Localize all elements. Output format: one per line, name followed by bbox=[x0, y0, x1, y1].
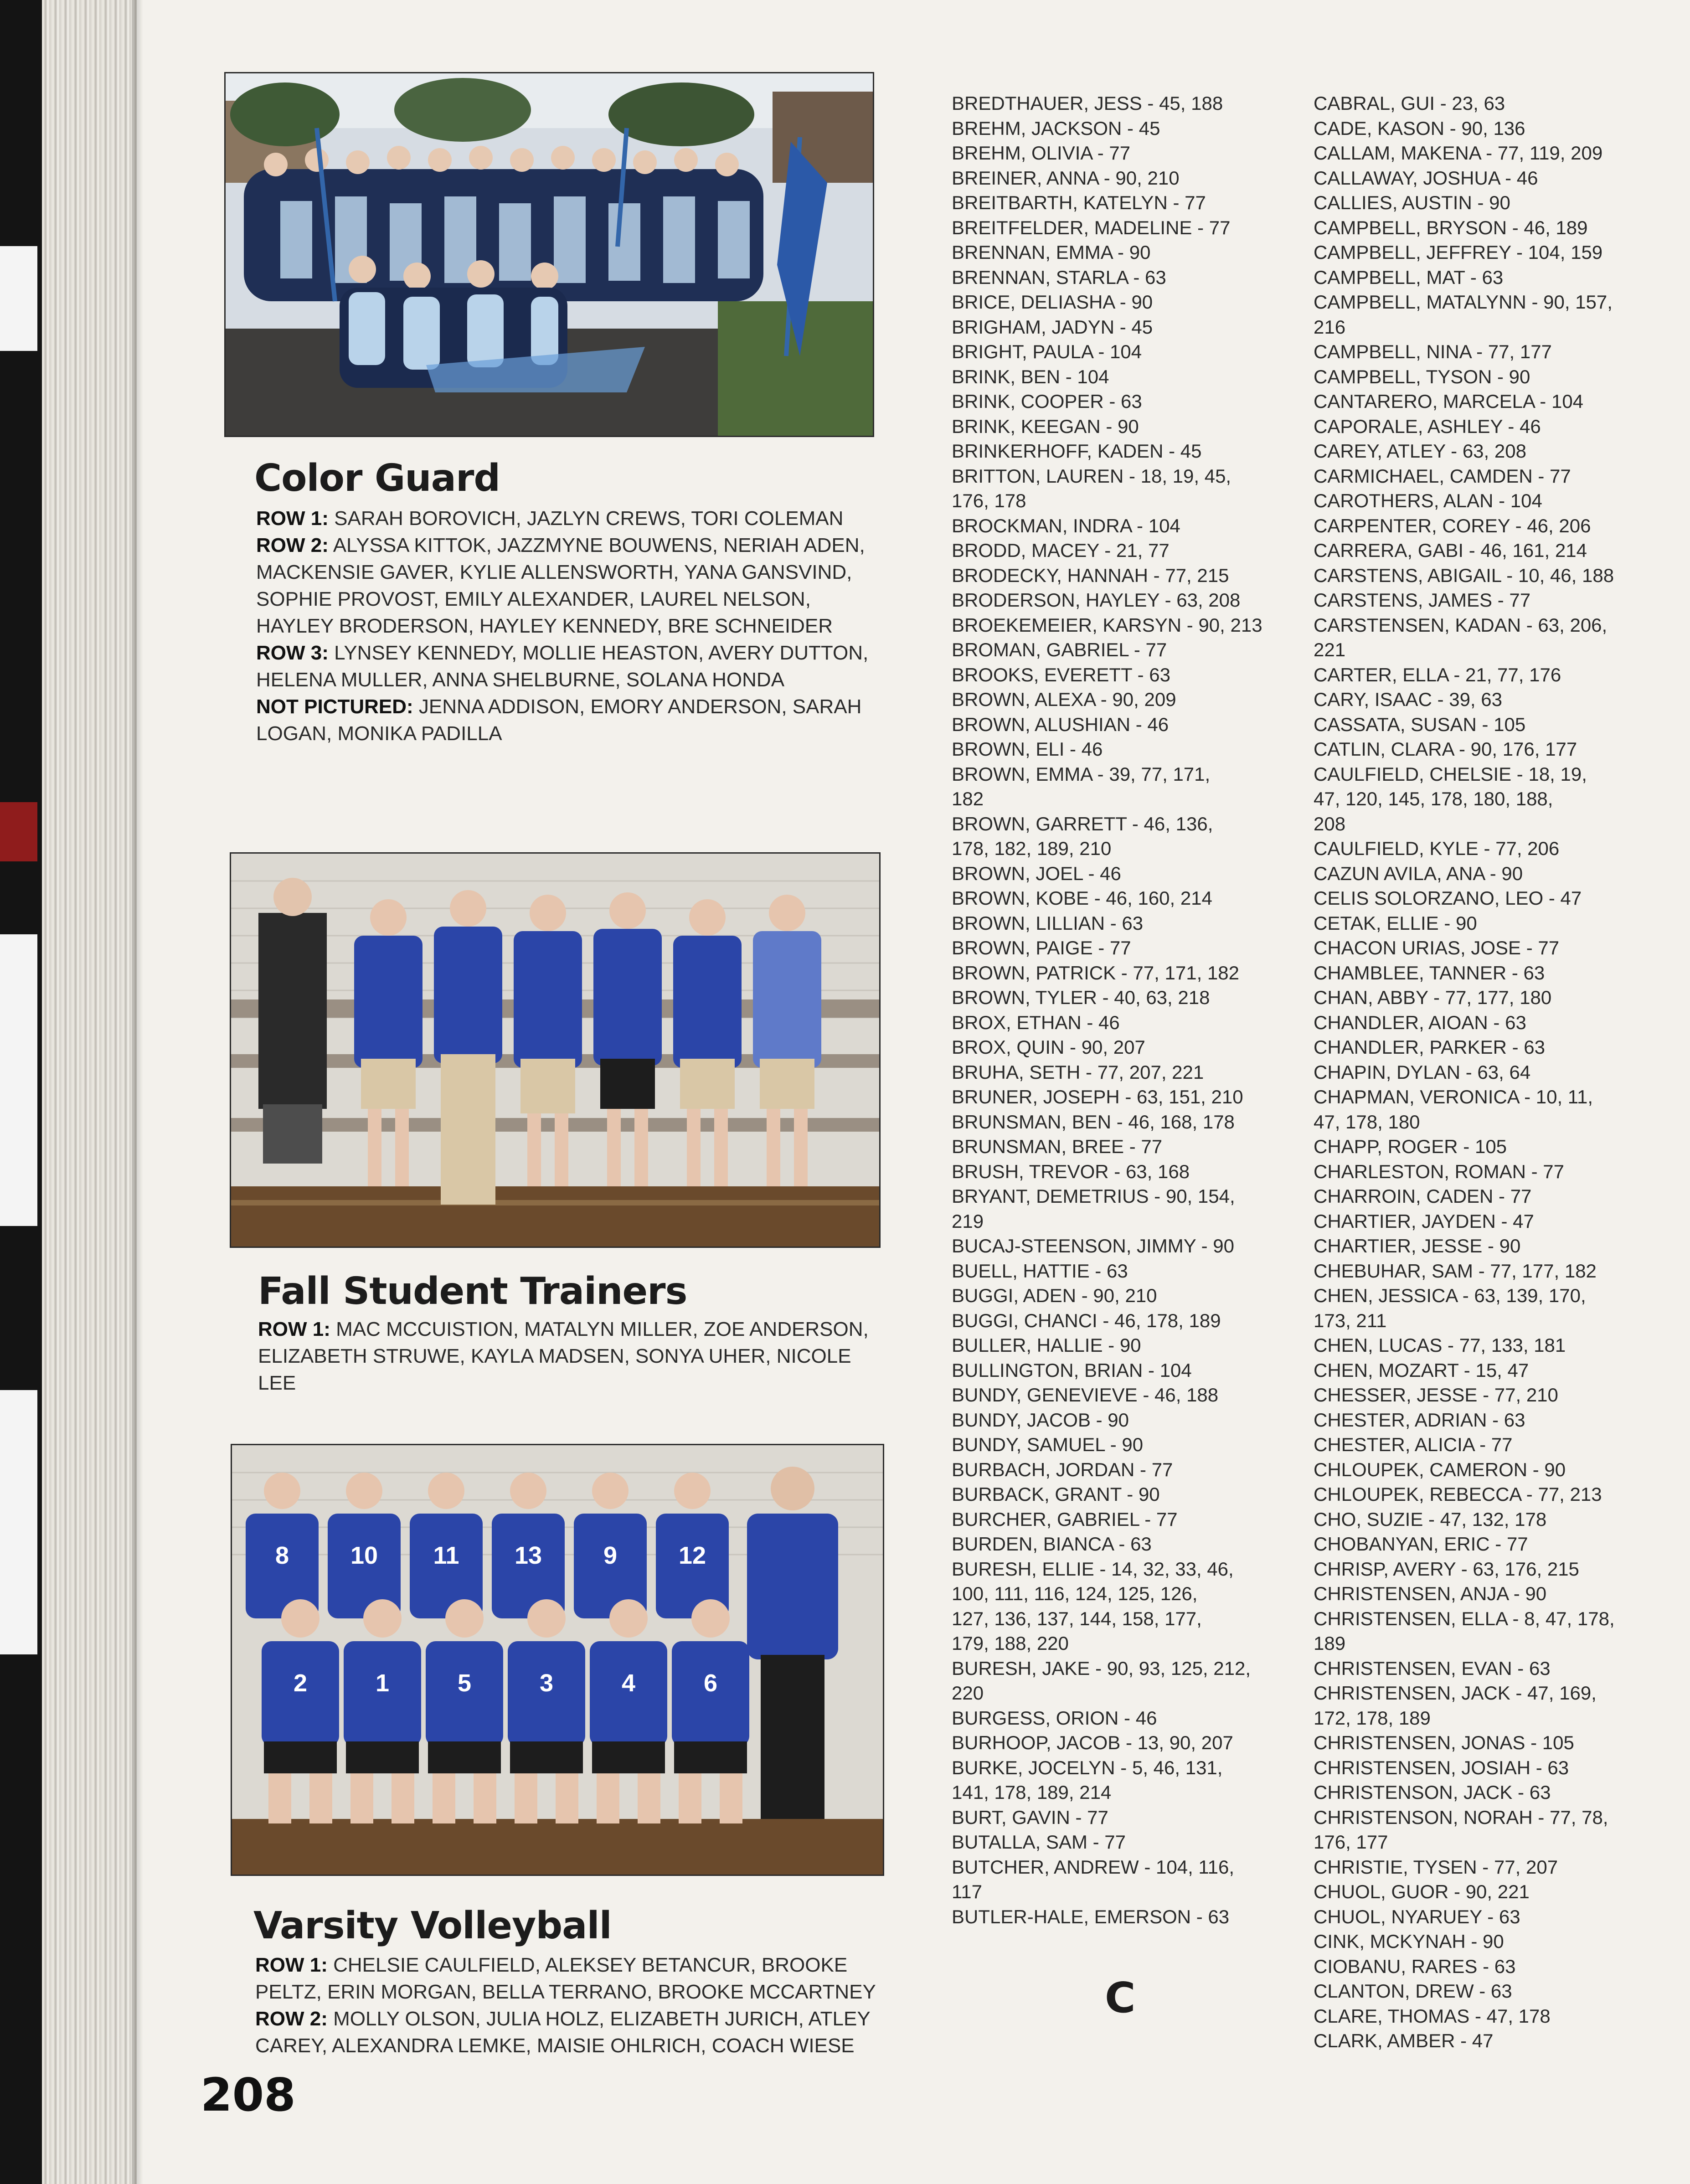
jersey-number: 8 bbox=[275, 1542, 289, 1569]
spine-mark bbox=[0, 246, 37, 351]
index-entry: BURCHER, GABRIEL - 77 bbox=[952, 1508, 1178, 1530]
jersey-number: 6 bbox=[703, 1669, 718, 1697]
index-entry: BRINKERHOFF, KADEN - 45 bbox=[952, 440, 1202, 462]
index-entry: BUGGI, CHANCI - 46, 178, 189 bbox=[952, 1309, 1221, 1331]
index-entry: 47, 178, 180 bbox=[1314, 1111, 1420, 1133]
index-entry: BUTCHER, ANDREW - 104, 116, bbox=[952, 1856, 1235, 1878]
index-entry: CARMICHAEL, CAMDEN - 77 bbox=[1314, 465, 1571, 487]
index-entry: BURHOOP, JACOB - 13, 90, 207 bbox=[952, 1732, 1233, 1753]
row-label: ROW 1: bbox=[256, 507, 329, 530]
volleyball-photo-illustration bbox=[232, 1445, 883, 1875]
index-entry: BUNDY, JACOB - 90 bbox=[952, 1409, 1129, 1431]
index-entry: 172, 178, 189 bbox=[1314, 1707, 1431, 1729]
section-title: Color Guard bbox=[254, 457, 500, 500]
section-caption bbox=[255, 1952, 880, 2059]
row-names: ALYSSA KITTOK, JAZZMYNE BOUWENS, NERIAH ADEN, MACKENSIE GAVER, KYLIE ALLENSWORTH, YANA GANSVIND, SOPHIE PROVOST, EMILY ALEXANDER, LAUREL NELSON, HAYLEY BRODERSON, HAYLEY KENNEDY, BRE SCHNEIDER bbox=[256, 534, 865, 637]
index-entry: CHESSER, JESSE - 77, 210 bbox=[1314, 1384, 1558, 1406]
gutter-shadow bbox=[132, 0, 143, 2184]
index-entry: CHRISTENSEN, EVAN - 63 bbox=[1314, 1657, 1551, 1679]
spine-mark bbox=[0, 802, 37, 861]
index-entry: BUNDY, GENEVIEVE - 46, 188 bbox=[952, 1384, 1219, 1406]
trainers-photo-illustration bbox=[231, 854, 879, 1247]
index-entry: BUNDY, SAMUEL - 90 bbox=[952, 1434, 1144, 1455]
index-entry: 208 bbox=[1314, 813, 1346, 834]
index-entry: CHESTER, ADRIAN - 63 bbox=[1314, 1409, 1525, 1431]
index-entry: CHANDLER, AIOAN - 63 bbox=[1314, 1011, 1526, 1033]
index-entry: CETAK, ELLIE - 90 bbox=[1314, 912, 1477, 934]
index-entry: CHAPP, ROGER - 105 bbox=[1314, 1136, 1507, 1157]
index-entry: BROCKMAN, INDRA - 104 bbox=[952, 515, 1180, 536]
jersey-number: 10 bbox=[350, 1542, 378, 1569]
index-entry: 220 bbox=[952, 1682, 984, 1704]
index-entry: BRIGHT, PAULA - 104 bbox=[952, 341, 1142, 362]
index-entry: 179, 188, 220 bbox=[952, 1633, 1069, 1654]
index-entry: CHRISTENSEN, ELLA - 8, 47, 178, bbox=[1314, 1607, 1615, 1629]
row-names: MAC MCCUISTION, MATALYN MILLER, ZOE ANDERSON, ELIZABETH STRUWE, KAYLA MADSEN, SONYA UHER, NICOLE LEE bbox=[258, 1318, 869, 1394]
index-entry: CADE, KASON - 90, 136 bbox=[1314, 117, 1525, 139]
page-number: 208 bbox=[201, 2068, 296, 2122]
color-guard-photo bbox=[224, 72, 874, 437]
index-entry: BREINER, ANNA - 90, 210 bbox=[952, 167, 1180, 189]
index-entry: BROX, QUIN - 90, 207 bbox=[952, 1036, 1145, 1058]
index-entry: CARRERA, GABI - 46, 161, 214 bbox=[1314, 540, 1587, 561]
index-entry: 178, 182, 189, 210 bbox=[952, 838, 1112, 859]
index-entry: CHEN, MOZART - 15, 47 bbox=[1314, 1359, 1529, 1381]
index-entry: CHAN, ABBY - 77, 177, 180 bbox=[1314, 987, 1552, 1008]
index-entry: BULLER, HALLIE - 90 bbox=[952, 1334, 1141, 1356]
index-entry: CLARK, AMBER - 47 bbox=[1314, 2030, 1494, 2051]
index-entry: CHARLESTON, ROMAN - 77 bbox=[1314, 1160, 1564, 1182]
index-entry: CAMPBELL, JEFFREY - 104, 159 bbox=[1314, 242, 1603, 263]
index-entry: CAULFIELD, KYLE - 77, 206 bbox=[1314, 838, 1560, 859]
index-entry: BROWN, GARRETT - 46, 136, bbox=[952, 813, 1213, 834]
fall-student-trainers-photo bbox=[230, 852, 881, 1248]
index-entry: BRYANT, DEMETRIUS - 90, 154, bbox=[952, 1185, 1235, 1207]
index-entry: CALLIES, AUSTIN - 90 bbox=[1314, 192, 1510, 213]
index-entry: BURBACH, JORDAN - 77 bbox=[952, 1458, 1173, 1480]
row-label: ROW 1: bbox=[255, 1954, 328, 1976]
index-entry: BRENNAN, STARLA - 63 bbox=[952, 266, 1166, 288]
index-entry: CHUOL, NYARUEY - 63 bbox=[1314, 1906, 1520, 1927]
index-entry: CABRAL, GUI - 23, 63 bbox=[1314, 93, 1505, 114]
index-entry: BROWN, TYLER - 40, 63, 218 bbox=[952, 987, 1210, 1008]
index-entry: 216 bbox=[1314, 316, 1346, 338]
row-names: CHELSIE CAULFIELD, ALEKSEY BETANCUR, BROOKE PELTZ, ERIN MORGAN, BELLA TERRANO, BROOKE MCCARTNEY bbox=[255, 1954, 876, 2003]
index-entry: CHUOL, GUOR - 90, 221 bbox=[1314, 1881, 1530, 1902]
name-index-column-right bbox=[1314, 91, 1651, 2054]
index-entry: BUCAJ-STEENSON, JIMMY - 90 bbox=[952, 1235, 1234, 1257]
index-entry: CIOBANU, RARES - 63 bbox=[1314, 1955, 1516, 1977]
caption-row bbox=[256, 505, 876, 532]
caption-row bbox=[256, 532, 876, 639]
jersey-number: 4 bbox=[621, 1669, 636, 1697]
index-entry: 221 bbox=[1314, 639, 1346, 660]
index-entry: BROEKEMEIER, KARSYN - 90, 213 bbox=[952, 614, 1262, 636]
index-entry: BRITTON, LAUREN - 18, 19, 45, bbox=[952, 465, 1231, 487]
index-entry: BURESH, ELLIE - 14, 32, 33, 46, bbox=[952, 1558, 1234, 1580]
row-names: MOLLY OLSON, JULIA HOLZ, ELIZABETH JURICH, ATLEY CAREY, ALEXANDRA LEMKE, MAISIE OHLRICH, COACH WIESE bbox=[255, 2008, 870, 2057]
index-entry: CELIS SOLORZANO, LEO - 47 bbox=[1314, 887, 1582, 909]
index-entry: CAROTHERS, ALAN - 104 bbox=[1314, 490, 1542, 511]
index-entry: BROWN, PATRICK - 77, 171, 182 bbox=[952, 962, 1239, 984]
index-entry: BROWN, KOBE - 46, 160, 214 bbox=[952, 887, 1212, 909]
index-entry: CANTARERO, MARCELA - 104 bbox=[1314, 391, 1584, 412]
index-entry: CHRISP, AVERY - 63, 176, 215 bbox=[1314, 1558, 1579, 1580]
jersey-number: 2 bbox=[293, 1669, 308, 1697]
index-entry: BROWN, JOEL - 46 bbox=[952, 862, 1121, 884]
row-label: ROW 2: bbox=[256, 534, 329, 556]
index-entry: 47, 120, 145, 178, 180, 188, bbox=[1314, 788, 1553, 809]
jersey-number: 12 bbox=[678, 1542, 706, 1569]
row-label: ROW 2: bbox=[255, 2008, 328, 2030]
index-entry: 100, 111, 116, 124, 125, 126, bbox=[952, 1583, 1198, 1604]
index-entry: BRUNSMAN, BEN - 46, 168, 178 bbox=[952, 1111, 1235, 1133]
index-entry: CARTER, ELLA - 21, 77, 176 bbox=[1314, 664, 1561, 685]
index-entry: BREITBARTH, KATELYN - 77 bbox=[952, 192, 1206, 213]
index-entry: 176, 178 bbox=[952, 490, 1026, 511]
index-entry: BURDEN, BIANCA - 63 bbox=[952, 1533, 1152, 1555]
index-entry: BUTALLA, SAM - 77 bbox=[952, 1831, 1126, 1853]
index-entry: CALLAM, MAKENA - 77, 119, 209 bbox=[1314, 142, 1603, 164]
index-entry: 117 bbox=[952, 1881, 982, 1902]
row-names: JENNA ADDISON, EMORY ANDERSON, SARAH LOGAN, MONIKA PADILLA bbox=[256, 695, 862, 745]
index-entry: CHAPIN, DYLAN - 63, 64 bbox=[1314, 1061, 1531, 1083]
caption-row bbox=[256, 639, 876, 693]
row-names: LYNSEY KENNEDY, MOLLIE HEASTON, AVERY DUTTON, HELENA MULLER, ANNA SHELBURNE, SOLANA HONDA bbox=[256, 642, 869, 691]
index-entry: CHAMBLEE, TANNER - 63 bbox=[1314, 962, 1545, 984]
index-entry: CINK, MCKYNAH - 90 bbox=[1314, 1931, 1504, 1952]
index-entry: BURESH, JAKE - 90, 93, 125, 212, bbox=[952, 1657, 1251, 1679]
book-spine bbox=[0, 0, 42, 2184]
index-entry: BRIGHAM, JADYN - 45 bbox=[952, 316, 1153, 338]
index-entry: CHEN, LUCAS - 77, 133, 181 bbox=[1314, 1334, 1566, 1356]
index-entry: BURT, GAVIN - 77 bbox=[952, 1806, 1108, 1828]
index-entry: CHANDLER, PARKER - 63 bbox=[1314, 1036, 1546, 1058]
name-index-column-left bbox=[952, 91, 1289, 1929]
index-entry: CAMPBELL, MATALYNN - 90, 157, bbox=[1314, 291, 1613, 313]
index-entry: CAMPBELL, NINA - 77, 177 bbox=[1314, 341, 1552, 362]
index-entry: BRUNER, JOSEPH - 63, 151, 210 bbox=[952, 1086, 1243, 1107]
index-entry: CHARROIN, CADEN - 77 bbox=[1314, 1185, 1532, 1207]
index-entry: CHARTIER, JESSE - 90 bbox=[1314, 1235, 1521, 1257]
index-entry: CHEN, JESSICA - 63, 139, 170, bbox=[1314, 1285, 1586, 1306]
index-entry: BRINK, COOPER - 63 bbox=[952, 391, 1142, 412]
jersey-number: 11 bbox=[433, 1542, 459, 1569]
index-entry: BURGESS, ORION - 46 bbox=[952, 1707, 1157, 1729]
caption-row bbox=[258, 1316, 869, 1396]
index-entry: BROWN, ALEXA - 90, 209 bbox=[952, 689, 1176, 710]
index-entry: 173, 211 bbox=[1314, 1309, 1387, 1331]
index-entry: BRUSH, TREVOR - 63, 168 bbox=[952, 1160, 1190, 1182]
index-entry: BULLINGTON, BRIAN - 104 bbox=[952, 1359, 1192, 1381]
index-entry: BUTLER-HALE, EMERSON - 63 bbox=[952, 1906, 1230, 1927]
index-entry: BRICE, DELIASHA - 90 bbox=[952, 291, 1153, 313]
index-entry: CALLAWAY, JOSHUA - 46 bbox=[1314, 167, 1538, 189]
index-entry: CHRISTENSEN, ANJA - 90 bbox=[1314, 1583, 1547, 1604]
index-entry: CLANTON, DREW - 63 bbox=[1314, 1980, 1512, 2002]
index-entry: BUGGI, ADEN - 90, 210 bbox=[952, 1285, 1157, 1306]
index-entry: CHLOUPEK, CAMERON - 90 bbox=[1314, 1458, 1566, 1480]
index-entry: CHRISTIE, TYSEN - 77, 207 bbox=[1314, 1856, 1558, 1878]
section-title: Fall Student Trainers bbox=[258, 1270, 687, 1313]
index-entry: CAREY, ATLEY - 63, 208 bbox=[1314, 440, 1526, 462]
index-entry: CHRISTENSEN, JACK - 47, 169, bbox=[1314, 1682, 1597, 1704]
jersey-number: 9 bbox=[603, 1542, 618, 1569]
index-entry: CARPENTER, COREY - 46, 206 bbox=[1314, 515, 1591, 536]
index-entry: CARSTENS, JAMES - 77 bbox=[1314, 589, 1531, 611]
spine-mark bbox=[0, 1390, 37, 1654]
index-entry: BRENNAN, EMMA - 90 bbox=[952, 242, 1151, 263]
index-entry: BREHM, JACKSON - 45 bbox=[952, 117, 1160, 139]
index-entry: 127, 136, 137, 144, 158, 177, bbox=[952, 1607, 1202, 1629]
index-entry: BRODD, MACEY - 21, 77 bbox=[952, 540, 1170, 561]
index-entry: 176, 177 bbox=[1314, 1831, 1388, 1853]
caption-row bbox=[255, 2005, 880, 2059]
caption-row bbox=[255, 1952, 880, 2005]
row-label: ROW 1: bbox=[258, 1318, 330, 1340]
row-label: ROW 3: bbox=[256, 642, 329, 664]
index-entry: CHEBUHAR, SAM - 77, 177, 182 bbox=[1314, 1260, 1597, 1282]
index-entry: CHRISTENSON, NORAH - 77, 78, bbox=[1314, 1806, 1608, 1828]
index-entry: BROX, ETHAN - 46 bbox=[952, 1011, 1120, 1033]
index-entry: 182 bbox=[952, 788, 984, 809]
index-entry: CHRISTENSON, JACK - 63 bbox=[1314, 1782, 1551, 1803]
index-entry: CHOBANYAN, ERIC - 77 bbox=[1314, 1533, 1528, 1555]
index-entry: 141, 178, 189, 214 bbox=[952, 1782, 1112, 1803]
index-entry: CAULFIELD, CHELSIE - 18, 19, bbox=[1314, 763, 1587, 785]
index-entry: BROOKS, EVERETT - 63 bbox=[952, 664, 1171, 685]
index-entry: BREDTHAUER, JESS - 45, 188 bbox=[952, 93, 1223, 114]
index-entry: BREITFELDER, MADELINE - 77 bbox=[952, 216, 1231, 238]
color-guard-photo-illustration bbox=[226, 73, 873, 436]
index-entry: CHRISTENSEN, JOSIAH - 63 bbox=[1314, 1756, 1569, 1778]
index-entry: CHO, SUZIE - 47, 132, 178 bbox=[1314, 1508, 1547, 1530]
index-entry: CAZUN AVILA, ANA - 90 bbox=[1314, 862, 1523, 884]
index-entry: CATLIN, CLARA - 90, 176, 177 bbox=[1314, 738, 1577, 760]
index-entry: BROWN, ALUSHIAN - 46 bbox=[952, 713, 1169, 735]
section-caption bbox=[258, 1316, 869, 1396]
index-entry: CHARTIER, JAYDEN - 47 bbox=[1314, 1210, 1534, 1232]
index-entry: CHACON URIAS, JOSE - 77 bbox=[1314, 937, 1560, 958]
jersey-number: 3 bbox=[539, 1669, 554, 1697]
index-entry: CASSATA, SUSAN - 105 bbox=[1314, 713, 1526, 735]
index-entry: BRINK, BEN - 104 bbox=[952, 366, 1109, 387]
index-entry: BRUNSMAN, BREE - 77 bbox=[952, 1136, 1163, 1157]
row-names: SARAH BOROVICH, JAZLYN CREWS, TORI COLEMAN bbox=[334, 507, 844, 530]
jersey-number: 5 bbox=[457, 1669, 472, 1697]
index-entry: CARY, ISAAC - 39, 63 bbox=[1314, 689, 1502, 710]
index-entry: CARSTENS, ABIGAIL - 10, 46, 188 bbox=[1314, 564, 1614, 586]
index-entry: BRUHA, SETH - 77, 207, 221 bbox=[952, 1061, 1204, 1083]
index-entry: BURKE, JOCELYN - 5, 46, 131, bbox=[952, 1756, 1223, 1778]
caption-row bbox=[256, 693, 876, 747]
index-entry: BUELL, HATTIE - 63 bbox=[952, 1260, 1128, 1282]
index-entry: 189 bbox=[1314, 1633, 1346, 1654]
jersey-number: 1 bbox=[375, 1669, 390, 1697]
index-entry: CHESTER, ALICIA - 77 bbox=[1314, 1434, 1513, 1455]
section-caption bbox=[256, 505, 876, 747]
index-entry: CHLOUPEK, REBECCA - 77, 213 bbox=[1314, 1483, 1602, 1505]
index-entry: BRODECKY, HANNAH - 77, 215 bbox=[952, 564, 1229, 586]
index-entry: BREHM, OLIVIA - 77 bbox=[952, 142, 1131, 164]
index-entry: BRINK, KEEGAN - 90 bbox=[952, 415, 1139, 437]
index-entry: BRODERSON, HAYLEY - 63, 208 bbox=[952, 589, 1241, 611]
section-title: Varsity Volleyball bbox=[253, 1904, 612, 1947]
index-entry: BROWN, PAIGE - 77 bbox=[952, 937, 1131, 958]
index-entry: 219 bbox=[952, 1210, 984, 1232]
index-entry: CAMPBELL, BRYSON - 46, 189 bbox=[1314, 216, 1588, 238]
index-entry: CLARE, THOMAS - 47, 178 bbox=[1314, 2005, 1551, 2027]
index-entry: CHRISTENSEN, JONAS - 105 bbox=[1314, 1732, 1574, 1753]
varsity-volleyball-photo bbox=[231, 1444, 884, 1876]
index-entry: BROWN, LILLIAN - 63 bbox=[952, 912, 1144, 934]
row-label: NOT PICTURED: bbox=[256, 695, 413, 718]
index-entry: CHAPMAN, VERONICA - 10, 11, bbox=[1314, 1086, 1593, 1107]
index-entry: BROWN, ELI - 46 bbox=[952, 738, 1103, 760]
index-entry: CAMPBELL, MAT - 63 bbox=[1314, 266, 1504, 288]
spine-mark bbox=[0, 934, 37, 1226]
index-entry: CARSTENSEN, KADAN - 63, 206, bbox=[1314, 614, 1608, 636]
jersey-number: 13 bbox=[514, 1542, 542, 1569]
index-entry: BROWN, EMMA - 39, 77, 171, bbox=[952, 763, 1211, 785]
index-entry: CAMPBELL, TYSON - 90 bbox=[1314, 366, 1530, 387]
index-section-letter: C bbox=[1105, 1973, 1136, 2022]
index-entry: BURBACK, GRANT - 90 bbox=[952, 1483, 1160, 1505]
index-entry: CAPORALE, ASHLEY - 46 bbox=[1314, 415, 1541, 437]
index-entry: BROMAN, GABRIEL - 77 bbox=[952, 639, 1167, 660]
